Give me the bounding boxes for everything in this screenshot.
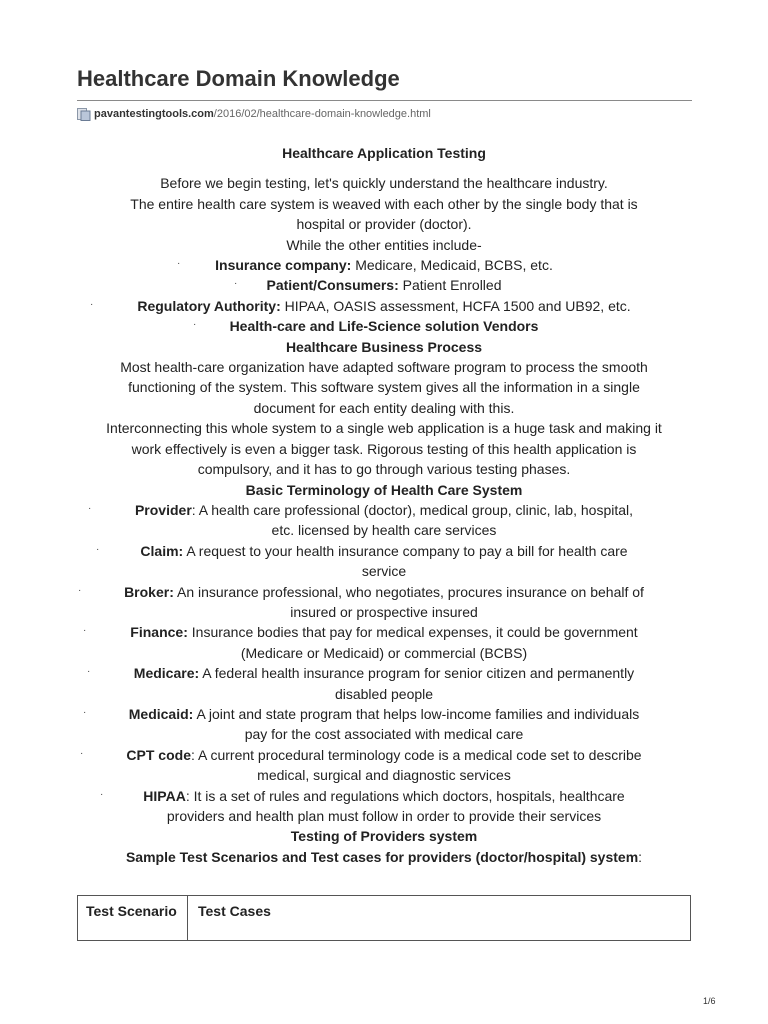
term-item xyxy=(72,663,696,683)
bullet-marker: · xyxy=(80,747,84,759)
term-name: Finance: xyxy=(130,624,188,641)
section-heading-terminology: Basic Terminology of Health Care System xyxy=(245,481,523,498)
bullet-marker: · xyxy=(234,278,238,290)
entity-text: HIPAA, OASIS assessment, HCFA 1500 and UB92, etc. xyxy=(280,297,631,314)
test-scenarios-table xyxy=(77,895,691,941)
source-link[interactable] xyxy=(77,106,431,122)
term-definition: A federal health insurance program for senior citizen and permanently xyxy=(199,665,635,682)
source-path[interactable]: /2016/02/healthcare-domain-knowledge.html xyxy=(213,108,431,120)
term-definition: A joint and state program that helps low-income families and individuals xyxy=(193,705,640,722)
term-name: Claim: xyxy=(140,542,184,559)
entity-term: Health-care and Life-Science solution Vendors xyxy=(229,318,539,335)
entity-text: Medicare, Medicaid, BCBS, etc. xyxy=(351,257,553,274)
intro-line: While the other entities include- xyxy=(286,236,482,253)
bullet-marker: · xyxy=(87,666,91,678)
bullet-marker: · xyxy=(78,584,82,596)
term-item xyxy=(72,500,696,520)
bullet-marker: · xyxy=(90,298,94,310)
term-definition-continued: providers and health plan must follow in order to provide their services xyxy=(166,808,602,824)
page-number: 1/6 xyxy=(703,996,716,1006)
entity-term: Insurance company: xyxy=(215,257,352,274)
bullet-marker: · xyxy=(177,258,181,270)
paragraph-line: work effectively is even a bigger task. Rigorous testing of this health application is xyxy=(131,440,637,457)
term-definition: An insurance professional, who negotiates, procures insurance on behalf of xyxy=(173,583,644,600)
paragraph-line: compulsory, and it has to go through various testing phases. xyxy=(197,461,571,478)
page-title: Healthcare Domain Knowledge xyxy=(77,66,400,91)
term-definition-continued: medical, surgical and diagnostic services xyxy=(257,767,511,784)
paragraph-line: Most health-care organization have adapted software program to process the smooth xyxy=(120,359,648,376)
intro-line: Before we begin testing, let's quickly understand the healthcare industry. xyxy=(160,175,608,192)
term-definition-continued: pay for the cost associated with medical care xyxy=(244,726,524,743)
bullet-marker: · xyxy=(100,788,104,800)
paragraph-line: document for each entity dealing with this. xyxy=(253,399,515,416)
bullet-marker: · xyxy=(83,706,87,718)
term-definition-continued: insured or prospective insured xyxy=(290,603,478,620)
intro-line: hospital or provider (doctor). xyxy=(296,216,472,233)
table-header-test-cases: Test Cases xyxy=(198,903,271,919)
term-definition-continued: (Medicare or Medicaid) or commercial (BCBS) xyxy=(240,644,528,661)
entity-term: Regulatory Authority: xyxy=(137,297,281,314)
term-definition: : It is a set of rules and regulations which doctors, hospitals, healthcare xyxy=(185,787,625,804)
table-header-test-scenario: Test Scenario xyxy=(78,896,188,940)
term-definition: : A current procedural terminology code is a medical code set to describe xyxy=(191,746,642,763)
term-item xyxy=(72,786,696,806)
bullet-marker: · xyxy=(88,502,92,514)
bullet-marker: · xyxy=(83,625,87,637)
document-icon xyxy=(77,108,91,121)
term-definition-continued: service xyxy=(361,563,407,580)
scenarios-heading-text: Sample Test Scenarios and Test cases for providers (doctor/hospital) system xyxy=(125,848,639,865)
source-domain[interactable]: pavantestingtools.com xyxy=(94,108,214,120)
entity-item xyxy=(72,316,696,336)
term-item xyxy=(72,704,696,724)
term-name: HIPAA xyxy=(143,787,186,804)
section-heading-application-testing: Healthcare Application Testing xyxy=(282,145,486,161)
scenarios-heading-colon: : xyxy=(638,848,643,865)
term-definition-continued: etc. licensed by health care services xyxy=(271,522,497,539)
entity-item xyxy=(72,255,696,275)
section-heading-providers-testing: Testing of Providers system xyxy=(290,828,478,845)
term-definition: Insurance bodies that pay for medical expenses, it could be government xyxy=(187,624,638,641)
entity-text: Patient Enrolled xyxy=(398,277,502,294)
term-name: CPT code xyxy=(126,746,191,763)
paragraph-line: Interconnecting this whole system to a single web application is a huge task and making it xyxy=(106,420,662,437)
title-divider xyxy=(77,100,692,101)
entity-item xyxy=(72,296,696,316)
term-item xyxy=(72,541,696,561)
term-item xyxy=(72,745,696,765)
term-definition: : A health care professional (doctor), medical group, clinic, lab, hospital, xyxy=(191,501,634,518)
article-body xyxy=(72,143,696,867)
term-name: Medicare: xyxy=(133,665,200,682)
term-name: Medicaid: xyxy=(128,705,194,722)
term-definition: A request to your health insurance company to pay a bill for health care xyxy=(183,542,628,559)
term-name: Provider xyxy=(134,501,192,518)
term-item xyxy=(72,582,696,602)
section-heading-business-process: Healthcare Business Process xyxy=(285,338,483,355)
term-definition-continued: disabled people xyxy=(334,685,434,702)
entity-term: Patient/Consumers: xyxy=(266,277,399,294)
term-item xyxy=(72,622,696,642)
paragraph-line: functioning of the system. This software system gives all the information in a single xyxy=(128,379,640,396)
intro-line: The entire health care system is weaved with each other by the single body that is xyxy=(130,195,638,212)
entity-item xyxy=(72,275,696,295)
term-name: Broker: xyxy=(124,583,174,600)
bullet-marker: · xyxy=(96,543,100,555)
section-heading-scenarios xyxy=(72,847,696,867)
bullet-marker: · xyxy=(193,319,197,331)
